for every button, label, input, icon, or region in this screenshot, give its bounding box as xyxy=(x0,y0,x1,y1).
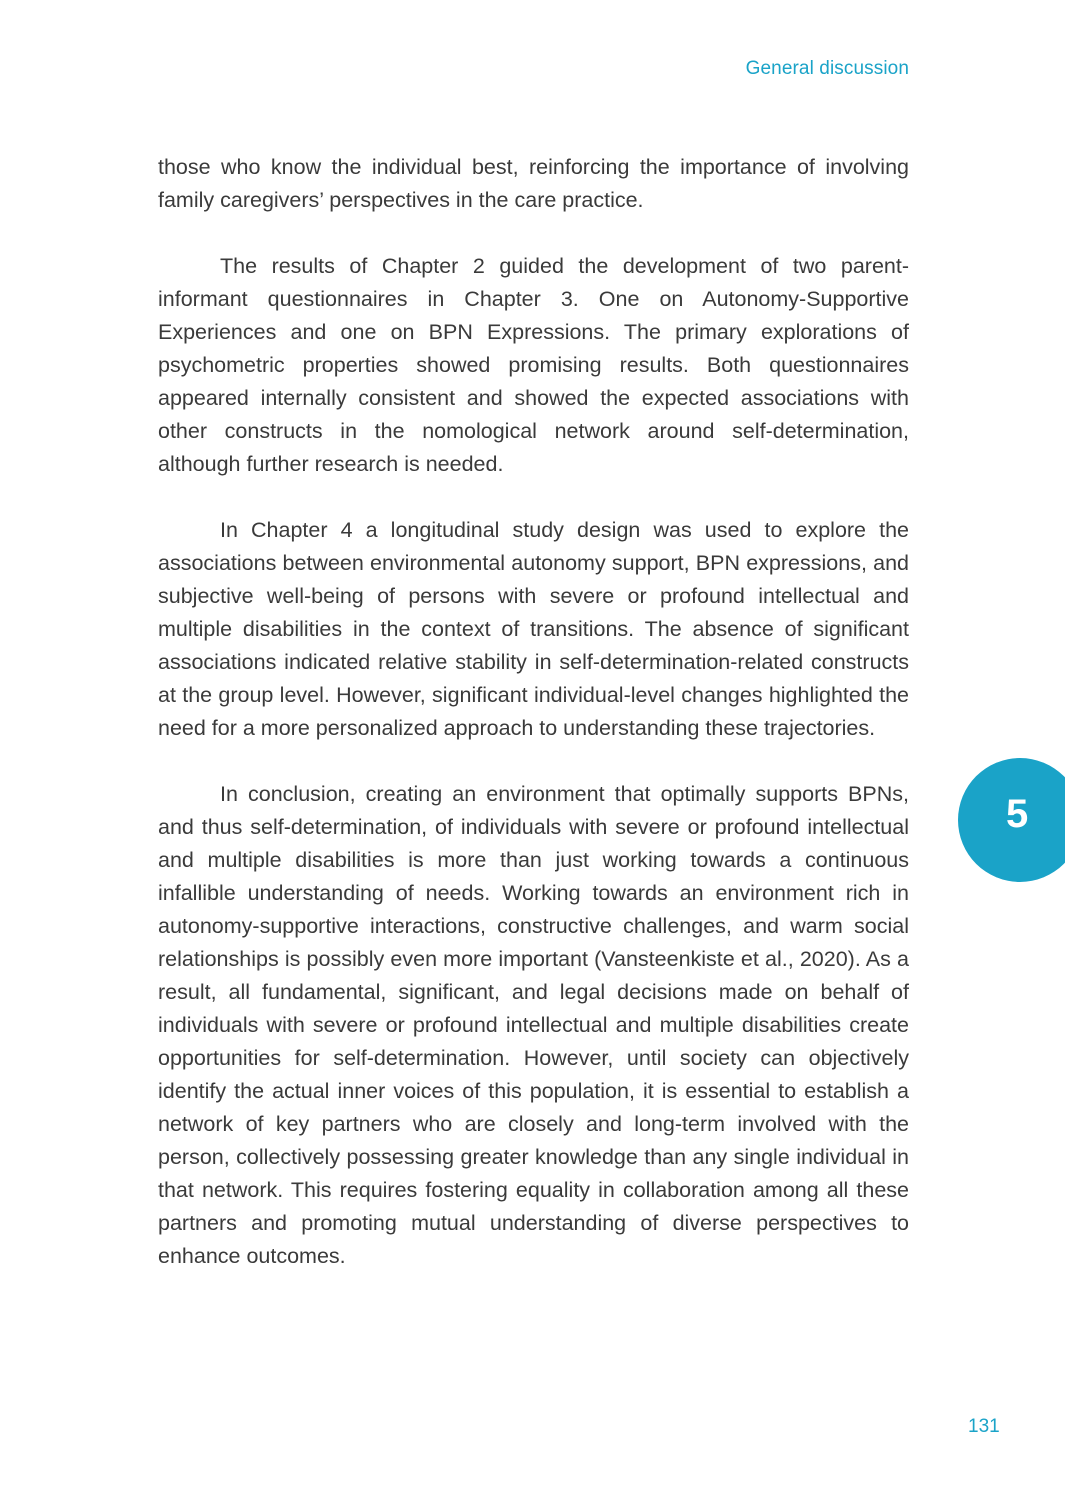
running-header: General discussion xyxy=(745,58,909,79)
page-number: 131 xyxy=(968,1416,1000,1437)
body-text xyxy=(158,151,909,1306)
paragraph-conclusion: In conclusion, creating an environment that optimally supports BPNs, and thus self-determination, of individuals with severe or profound intellectual and multiple disabilities is more than just working towards a continuous infallible understanding of needs. Working towards an environment rich in autonomy-supportive interactions, constructive challenges, and warm social relationships is possibly even more important (Vansteenkiste et al., 2020). As a result, all fundamental, significant, and legal decisions made on behalf of individuals with severe or profound intellectual and multiple disabilities create opportunities for self-determination. However, until society can objectively identify the actual inner voices of this population, it is essential to establish a network of key partners who are closely and long-term involved with the person, collectively possessing greater knowledge than any single individual in that network. This requires fostering equality in collaboration among all these partners and promoting mutual understanding of diverse perspectives to enhance outcomes. xyxy=(158,782,909,1268)
paragraph-continued: those who know the individual best, reinforcing the importance of involving family caregivers’ perspectives in the care practice. xyxy=(158,155,909,212)
chapter-tab-number: 5 xyxy=(1006,792,1029,836)
paragraph-chapter-4-summary: In Chapter 4 a longitudinal study design was used to explore the associations between environmental autonomy support, BPN expressions, and subjective well-being of persons with severe or profound intellectual and multiple disabilities in the context of transitions. The absence of significant associations indicated relative stability in self-determination-related constructs at the group level. However, significant individual-level changes highlighted the need for a more personalized approach to understanding these trajectories. xyxy=(158,518,909,740)
paragraph-chapter-3-summary: The results of Chapter 2 guided the development of two parent-informant questionnaires in Chapter 3. One on Autonomy-Supportive Experiences and one on BPN Expressions. The primary explorations of psychometric properties showed promising results. Both questionnaires appeared internally consistent and showed the expected associations with other constructs in the nomological network around self-determination, although further research is needed. xyxy=(158,254,909,476)
